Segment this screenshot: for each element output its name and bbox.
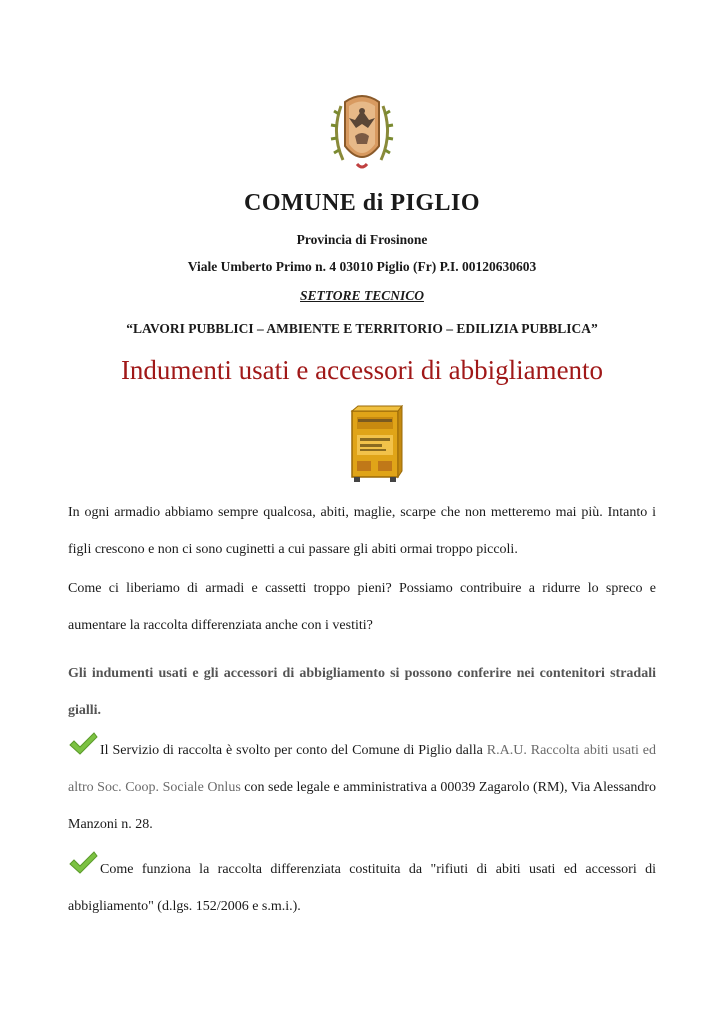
bullet-service-text-c: con sede legale e amministrativa a 00039 Zagarolo (RM), Via Alessandro Manzoni n. 28. [68,780,656,832]
page-title: COMUNE di PIGLIO [243,190,481,216]
checkmark-icon [68,732,98,756]
bullet-service [68,732,656,843]
province-line: Provincia di Frosinone [296,232,428,247]
department-line: “LAVORI PUBBLICI – AMBIENTE E TERRITORIO – EDILIZIA PUBBLICA” [126,321,598,336]
document-heading: Indumenti usati e accessori di abbigliamento [120,355,604,385]
municipal-crest-icon [327,84,397,176]
bullet-service-org: R.A.U. Raccolta abiti usati ed altro Soc. Coop. Sociale Onlus [68,743,656,795]
bullet-service-text-a: Il Servizio di raccolta è svolto per conto del Comune di Piglio dalla [100,743,487,758]
address-line: Viale Umberto Primo n. 4 03010 Piglio (Fr) P.I. 00120630603 [187,259,537,274]
collection-bin-image [344,405,406,483]
intro-paragraph: In ogni armadio abbiamo sempre qualcosa, abiti, maglie, scarpe che non metteremo mai più. Intanto i figli crescono e non ci sono cuginetti a cui passare gli abiti ormai troppo piccoli. [68,505,656,557]
sector-title: SETTORE TECNICO [300,288,424,303]
highlight-paragraph: Gli indumenti usati e gli accessori di abbigliamento si possono conferire nei contenitori stradali gialli. [68,666,656,718]
checkmark-icon [68,851,98,875]
bullet-how-it-works [68,851,656,925]
bullet-how-text: Come funziona la raccolta differenziata costituita da "rifiuti di abiti usati ed accessori di abbigliamento" (d.lgs. 152/2006 e s.m.i.). [68,862,656,914]
question-paragraph: Come ci liberiamo di armadi e cassetti troppo pieni? Possiamo contribuire a ridurre lo spreco e aumentare la raccolta differenziata anche con i vestiti? [68,581,656,633]
